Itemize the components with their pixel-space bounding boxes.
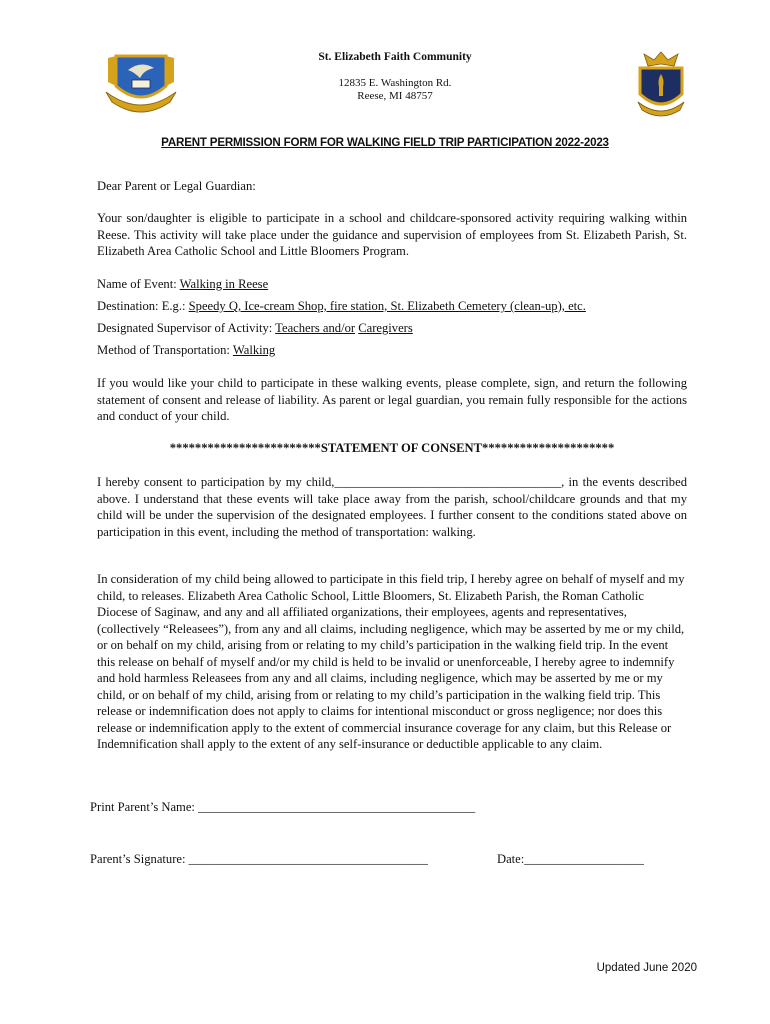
header <box>250 50 540 103</box>
instructions-paragraph: If you would like your child to participate in these walking events, please complete, sign, and return the following statement of consent and release of liability. As parent or legal guardian, you remain fully responsible for the actions and conduct of your child. <box>97 376 687 423</box>
church-crest-logo <box>100 48 182 120</box>
address-line-2: Reese, MI 48757 <box>357 90 433 102</box>
print-parent-name-field[interactable]: Print Parent’s Name: ____________________________________________ <box>90 800 476 814</box>
address-line-1: 12835 E. Washington Rd. <box>338 77 452 89</box>
crest-shield <box>116 56 166 97</box>
intro-paragraph: Your son/daughter is eligible to participate in a school and childcare-sponsored activity requiring walking within Reese. This activity will take place under the guidance and supervision of employees from St. Elizabeth Parish, St. Elizabeth Area Catholic School and Little Bloomers Program. <box>97 211 687 258</box>
event-name-value: Walking in Reese <box>179 277 269 291</box>
supervisor-line <box>97 320 687 337</box>
destination-value: Speedy Q, Ice-cream Shop, fire station, St. Elizabeth Cemetery (clean-up), etc. <box>188 299 586 313</box>
updated-date-footer: Updated June 2020 <box>596 962 697 974</box>
destination-line <box>97 298 687 315</box>
transport-value: Walking <box>232 343 276 357</box>
supervisor-value-2: Caregivers <box>358 321 413 335</box>
event-name-line <box>97 276 687 293</box>
event-name-label: Name of Event: <box>97 277 180 291</box>
consent-paragraph: I hereby consent to participation by my child,____________________________________, in the events described above. I understand that these events will take place away from the parish, school/childcare grounds and that my child will be under the supervision of the designated employees. I further consent to the conditions stated above on participation in this event, including the method of transportation: walking. <box>97 475 687 539</box>
transport-label: Method of Transportation: <box>97 343 233 357</box>
destination-label: Destination: E.g.: <box>97 299 189 313</box>
parent-signature-field[interactable]: Parent’s Signature: ______________________________________ <box>90 852 428 866</box>
supervisor-label: Designated Supervisor of Activity: <box>97 321 276 335</box>
release-paragraph: In consideration of my child being allowed to participate in this field trip, I hereby agree on behalf of myself and my child, to releases. Elizabeth Area Catholic School, Little Bloomers, St. Elizabeth Parish, the Roman Catholic Diocese of Saginaw, and any and all affiliated organizations, their employees, agents and representatives, (collectively “Releasees”), from any and all claims, including negligence, which may be asserted by me or my child, or on behalf on my child, arising from or relating to my child’s participation in the walking field trip. In the event this release on behalf of myself and/or my child is held to be invalid or unenforceable, I hereby agree to indemnify and hold harmless Releasees from any and all claims, including negligence, which may be asserted by me or my child, or on behalf of my child, arising from or relating to my child’s participation in the walking field trip. This release or indemnification does not apply to claims for intentional misconduct or gross negligence; nor does this release or indemnification apply to the extent of commercial insurance coverage for any claim, but this Release or Indemnification shall apply to the extent of any self-insurance or deductible applicable to any claim. <box>97 572 685 751</box>
org-name: St. Elizabeth Faith Community <box>318 51 472 63</box>
transport-line <box>97 342 687 359</box>
supervisor-value-1: Teachers and/or <box>275 321 356 335</box>
school-crest-logo <box>628 50 694 120</box>
consent-heading: ************************STATEMENT OF CONSENT********************* <box>169 441 615 455</box>
form-title: PARENT PERMISSION FORM FOR WALKING FIELD TRIP PARTICIPATION 2022-2023 <box>161 136 609 149</box>
crest-eagle <box>644 52 678 66</box>
date-field[interactable]: Date:___________________ <box>497 852 644 866</box>
crest-book <box>132 80 150 88</box>
salutation: Dear Parent or Legal Guardian: <box>97 179 256 193</box>
